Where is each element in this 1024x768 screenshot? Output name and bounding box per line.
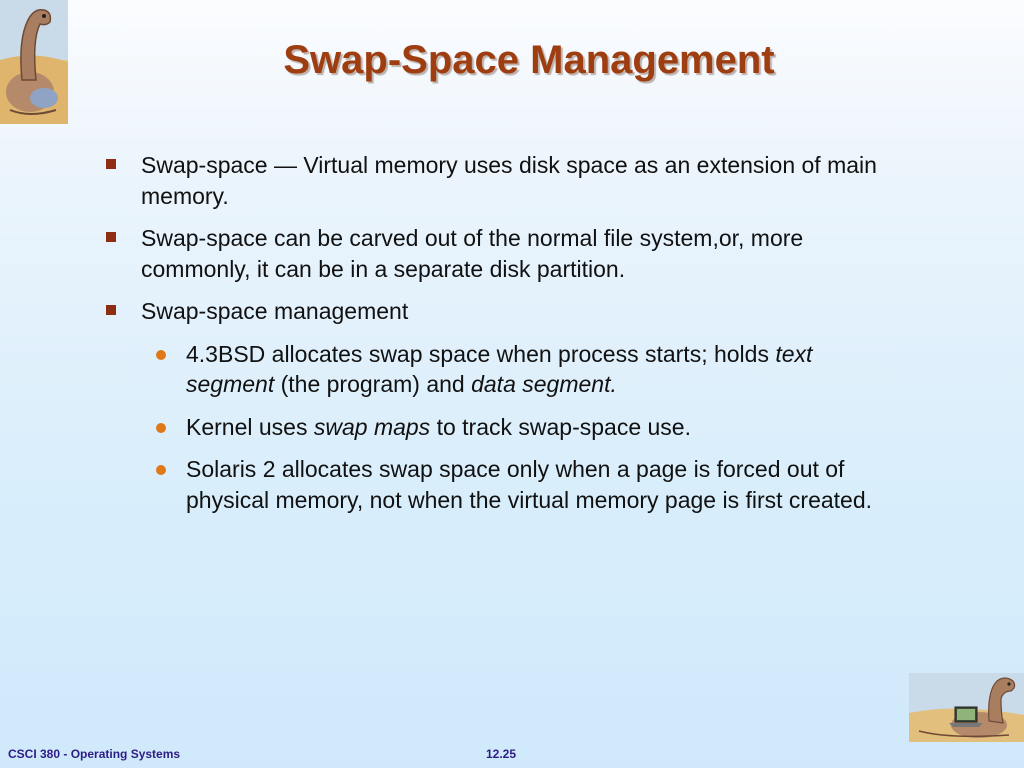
sub-bullet-item <box>186 454 906 515</box>
slide-title: Swap-Space Management <box>283 38 775 82</box>
sub-bullet-emphasis: swap maps <box>313 413 431 440</box>
bullet-item <box>141 223 911 284</box>
bullet-item <box>141 150 911 211</box>
dinosaur-laptop-icon <box>909 673 1024 742</box>
sub-bullet-text: Kernel uses <box>186 413 314 440</box>
footer-page-number: 12.25 <box>486 747 517 761</box>
square-bullet-icon <box>106 305 116 315</box>
sub-bullet-text: to track swap-space use. <box>430 413 691 440</box>
sub-bullet-text: 4.3BSD allocates swap space when process starts; holds <box>186 340 776 367</box>
bullet-text: Swap-space management <box>141 298 409 324</box>
sub-bullet-text: (the program) and <box>274 371 472 397</box>
sub-bullet-emphasis: text segment <box>186 340 813 397</box>
sub-bullet-item <box>186 412 906 443</box>
bullet-item <box>141 296 911 327</box>
bullet-text: Swap-space can be carved out of the normal file system,or, more commonly, it can be in a separate disk partition. <box>141 225 804 282</box>
sub-bullet-emphasis: data segment. <box>471 371 617 397</box>
sub-bullet-item <box>186 339 906 400</box>
sub-bullet-text: Solaris 2 allocates swap space only when a page is forced out of physical memory, not when the virtual memory page is first created. <box>186 456 873 513</box>
square-bullet-icon <box>106 232 116 242</box>
square-bullet-icon <box>106 159 116 169</box>
bullet-text: Swap-space — Virtual memory uses disk space as an extension of main memory. <box>141 152 877 209</box>
round-bullet-icon <box>156 423 166 433</box>
footer-course: CSCI 380 - Operating Systems <box>8 747 181 761</box>
round-bullet-icon <box>156 465 166 475</box>
round-bullet-icon <box>156 350 166 360</box>
slide-content <box>0 150 1024 527</box>
